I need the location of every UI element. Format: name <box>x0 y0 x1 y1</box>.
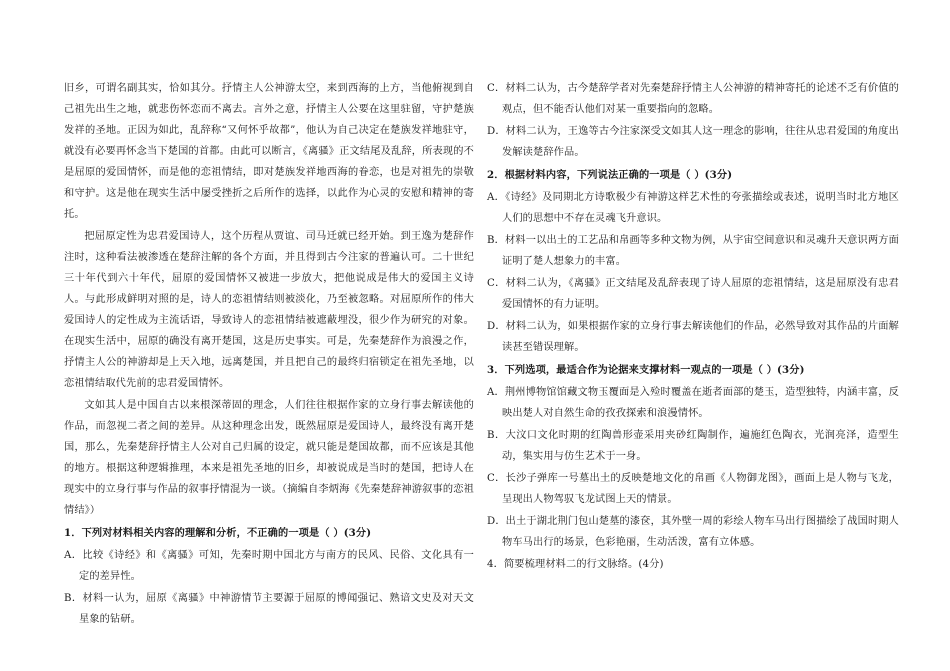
question-2-option-b: B．材料一以出土的工艺品和帛画等多种文物为例，从宇宙空间意识和灵魂升天意识两方面证明了楚人想象力的丰富。 <box>487 235 899 267</box>
question-3-option-d: D．出土于湖北荆门包山楚墓的漆奁，其外壁一周的彩绘人物车马出行图描绘了战国时期人物车马出行的场景，色彩艳丽，生动活泼，富有立体感。 <box>487 516 899 548</box>
question-1-option-d: D．材料二认为，王逸等古今注家深受文如其人这一理念的影响，往往从忠君爱国的角度出发解读楚辞作品。 <box>487 126 899 158</box>
passage-paragraph: 把屈原定性为忠君爱国诗人，这个历程从贾谊、司马迁就已经开始。到王逸为楚辞作注时，这种看法被渗透在楚辞注解的各个方面，并且得到古今注家的普遍认可。二十世纪三十年代到六十年代，屈原的爱国情怀又被进一步放大，把他说成是伟大的爱国主义诗人。与此形成鲜明对照的是，诗人的恋祖情结则被淡化，乃至被忽略。对屈原所作的伟大爱国诗人的定性成为主流话语，导致诗人的恋祖情结被遮蔽埋没，很少作为研究的对象。在现实生活中，屈原的确没有离开楚国，这是历史事实。可是，先秦楚辞作为浪漫之作，抒情主人公的神游却是上天入地，远离楚国，并且把自己的最终归宿锁定在祖先圣地，以恋祖情结取代先前的忠君爱国情怀。 <box>64 231 474 389</box>
passage-paragraph: 旧乡，可谓名副其实，恰如其分。抒情主人公神游太空，来到西海的上方，当他俯视到自己祖先出生之地，就悲伤怀恋而不离去。言外之意，抒情主人公要在这里驻留，守护楚族发祥的圣地。正因为如此，乱辞称“又何怀乎故都”，他认为自己决定在楚族发祥地驻守，就没有必要再怀念当下楚国的首都。由此可以断言，《离骚》正文结尾及乱辞，所表现的不是屈原的爱国情怀，而是他的恋祖情结，即对楚族发祥地西海的眷恋，也是对祖先的崇敬和守护。这是他在现实生活中屡受挫折之后所作的选择，以此作为心灵的安慰和精神的寄托。 <box>64 83 474 220</box>
question-1-option-a: A．比较《诗经》和《离骚》可知，先秦时期中国北方与南方的民风、民俗、文化具有一定的差异性。 <box>64 550 474 582</box>
question-2-stem: 2．根据材料内容，下列说法正确的一项是（ ）(3分) <box>487 169 733 181</box>
question-4-stem: 4．简要梳理材料二的行文脉络。(4分) <box>487 559 664 570</box>
question-1-stem: 1．下列对材料相关内容的理解和分析，不正确的一项是（ ）(3分) <box>64 527 372 539</box>
question-3-stem: 3．下列选项，最适合作为论据来支撑材料一观点的一项是（ ）(3分) <box>487 364 805 376</box>
question-3-option-c: C．长沙子弹库一号墓出土的反映楚地文化的帛画《人物御龙图》，画面上是人物与飞龙，呈现出人物驾驭飞龙试图上天的情景。 <box>487 473 899 505</box>
passage-paragraph: 文如其人是中国自古以来根深蒂固的理念，人们往往根据作家的立身行事去解读他的作品，而忽视二者之间的差异。从这种理念出发，既然屈原是爱国诗人，最终没有离开楚国，那么，先秦楚辞抒情主人公对自己归属的设定，就只能是楚国故都，而不应该是其他的地方。根据这种逻辑推理，本来是祖先圣地的旧乡，却被说成是当时的楚国，把诗人在现实中的立身行事与作品的叙事抒情混为一谈。（摘编自李炳海《先秦楚辞神游叙事的恋祖情结》） <box>64 400 474 516</box>
question-2-option-d: D．材料二认为，如果根据作家的立身行事去解读他们的作品，必然导致对其作品的片面解读甚至错误理解。 <box>487 321 899 353</box>
question-3-option-a: A．荆州博物馆馆藏文物玉覆面是入殓时覆盖在逝者面部的楚玉，造型独特，内涵丰富，反映出楚人对自然生命的孜孜探索和浪漫情怀。 <box>487 387 899 419</box>
left-column <box>64 78 474 631</box>
right-column <box>487 78 899 576</box>
question-2-option-c: C．材料二认为，《离骚》正文结尾及乱辞表现了诗人屈原的恋祖情结，这是屈原没有忠君爱国情怀的有力证明。 <box>487 278 899 310</box>
question-2-option-a: A．《诗经》及同期北方诗歌极少有神游这样艺术性的夸张描绘或表述，说明当时北方地区人们的思想中不存在灵魂飞升意识。 <box>487 192 899 224</box>
question-1-option-c: C．材料二认为，古今楚辞学者对先秦楚辞抒情主人公神游的精神寄托的论述不乏有价值的观点，但不能否认他们对某一重要指向的忽略。 <box>487 83 899 115</box>
question-1-option-b: B．材料一认为，屈原《离骚》中神游情节主要源于屈原的博闻强记、熟谙文史及对天文星象的钻研。 <box>64 593 474 625</box>
question-3-option-b: B．大汶口文化时期的红陶兽形壶采用夹砂红陶制作，遍施红色陶衣，光润亮泽，造型生动，集实用与仿生艺术于一身。 <box>487 430 899 462</box>
